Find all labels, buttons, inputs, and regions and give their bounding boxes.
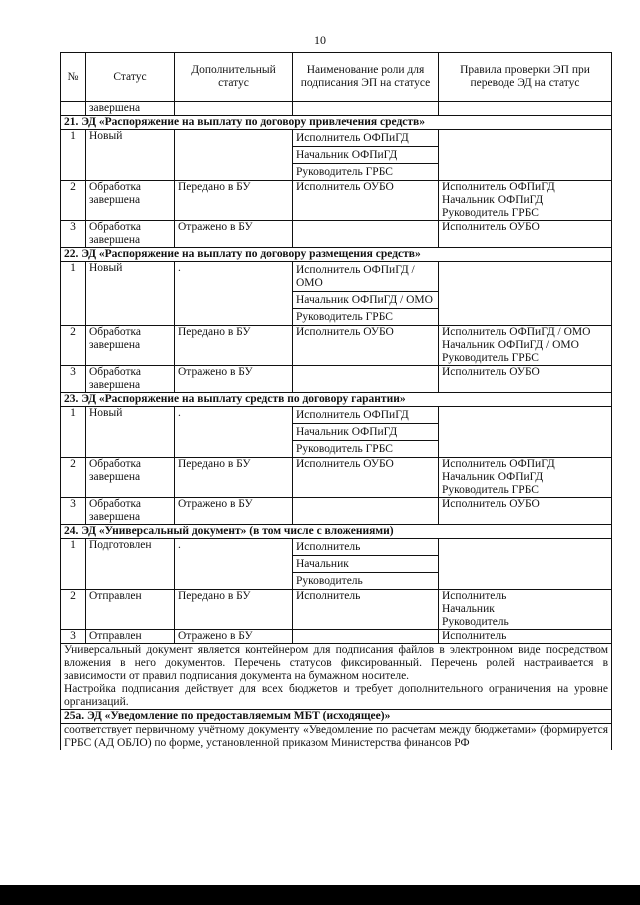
rules-cell: Исполнитель ОФПиГД Начальник ОФПиГД Руководитель ГРБС	[439, 181, 612, 221]
rules-cell: Исполнитель ОФПиГД / ОМО Начальник ОФПиГД / ОМО Руководитель ГРБС	[439, 326, 612, 366]
page-number: 10	[314, 33, 326, 47]
roles-cell: Исполнитель Начальник Руководитель	[293, 539, 439, 590]
section-header: 22. ЭД «Распоряжение на выплату по договору размещения средств»	[61, 248, 612, 262]
roles-cell: Исполнитель ОФПиГД Начальник ОФПиГД Руководитель ГРБС	[293, 130, 439, 181]
roles-cell: Исполнитель ОФПиГД Начальник ОФПиГД Руководитель ГРБС	[293, 407, 439, 458]
header-status: Статус	[86, 53, 175, 102]
roles-cell: Исполнитель ОФПиГД / ОМО Начальник ОФПиГД / ОМО Руководитель ГРБС	[293, 262, 439, 326]
section-header: 25а. ЭД «Уведомление по предоставляемым МБТ (исходящее)»	[61, 710, 612, 724]
header-additional-status: Дополнительный статус	[175, 53, 293, 102]
section-text: соответствует первичному учётному документу «Уведомление по расчетам между бюджетами» (формируется ГРБС (АД ОБЛО) по форме, установленной приказом Министерства финансов РФ	[61, 724, 612, 751]
table-row: 2 Обработка завершена Передано в БУ Исполнитель ОУБО Исполнитель ОФПиГД Начальник ОФПиГД Руководитель ГРБС	[61, 181, 612, 221]
status-cell: завершена	[86, 102, 175, 116]
table-row: 1 Новый Исполнитель ОФПиГД Начальник ОФПиГД Руководитель ГРБС	[61, 130, 612, 181]
header-num: №	[61, 53, 86, 102]
signature-rules-table	[60, 52, 612, 750]
table-row: 1 Новый . Исполнитель ОФПиГД Начальник ОФПиГД Руководитель ГРБС	[61, 407, 612, 458]
table-row: 2 Обработка завершена Передано в БУ Исполнитель ОУБО Исполнитель ОФПиГД Начальник ОФПиГД Руководитель ГРБС	[61, 458, 612, 498]
rules-cell: Исполнитель Начальник Руководитель	[439, 590, 612, 630]
table-row: 3 Обработка завершена Отражено в БУ Исполнитель ОУБО	[61, 366, 612, 393]
section-note: Универсальный документ является контейнером для подписания файлов в электронном виде посредством вложения в него документов. Перечень статусов фиксированный. Перечень ролей настраивается в зависимости от правил подписания документа на бумажном носителе. Настройка подписания действует для всех бюджетов и требует дополнительного ограничения на уровне организаций.	[61, 644, 612, 710]
table-header-row	[61, 53, 612, 102]
table-row: 3 Обработка завершена Отражено в БУ Исполнитель ОУБО	[61, 221, 612, 248]
header-rules: Правила проверки ЭП при переводе ЭД на статус	[439, 53, 612, 102]
note-row	[61, 644, 612, 710]
section-header: 21. ЭД «Распоряжение на выплату по договору привлечения средств»	[61, 116, 612, 130]
table-row: 2 Обработка завершена Передано в БУ Исполнитель ОУБО Исполнитель ОФПиГД / ОМО Начальник ОФПиГД / ОМО Руководитель ГРБС	[61, 326, 612, 366]
note-row	[61, 724, 612, 751]
table-row: 2 Отправлен Передано в БУ Исполнитель Исполнитель Начальник Руководитель	[61, 590, 612, 630]
table-row	[61, 102, 612, 116]
rules-cell: Исполнитель ОФПиГД Начальник ОФПиГД Руководитель ГРБС	[439, 458, 612, 498]
table-row: 3 Отправлен Отражено в БУ Исполнитель	[61, 630, 612, 644]
section-header: 24. ЭД «Универсальный документ» (в том числе с вложениями)	[61, 525, 612, 539]
scan-bottom-edge	[0, 885, 640, 905]
section-header: 23. ЭД «Распоряжение на выплату средств по договору гарантии»	[61, 393, 612, 407]
table-row: 3 Обработка завершена Отражено в БУ Исполнитель ОУБО	[61, 498, 612, 525]
table-row: 1 Новый . Исполнитель ОФПиГД / ОМО Начальник ОФПиГД / ОМО Руководитель ГРБС	[61, 262, 612, 326]
header-roles: Наименование роли для подписания ЭП на статусе	[293, 53, 439, 102]
table-row: 1 Подготовлен . Исполнитель Начальник Руководитель	[61, 539, 612, 590]
